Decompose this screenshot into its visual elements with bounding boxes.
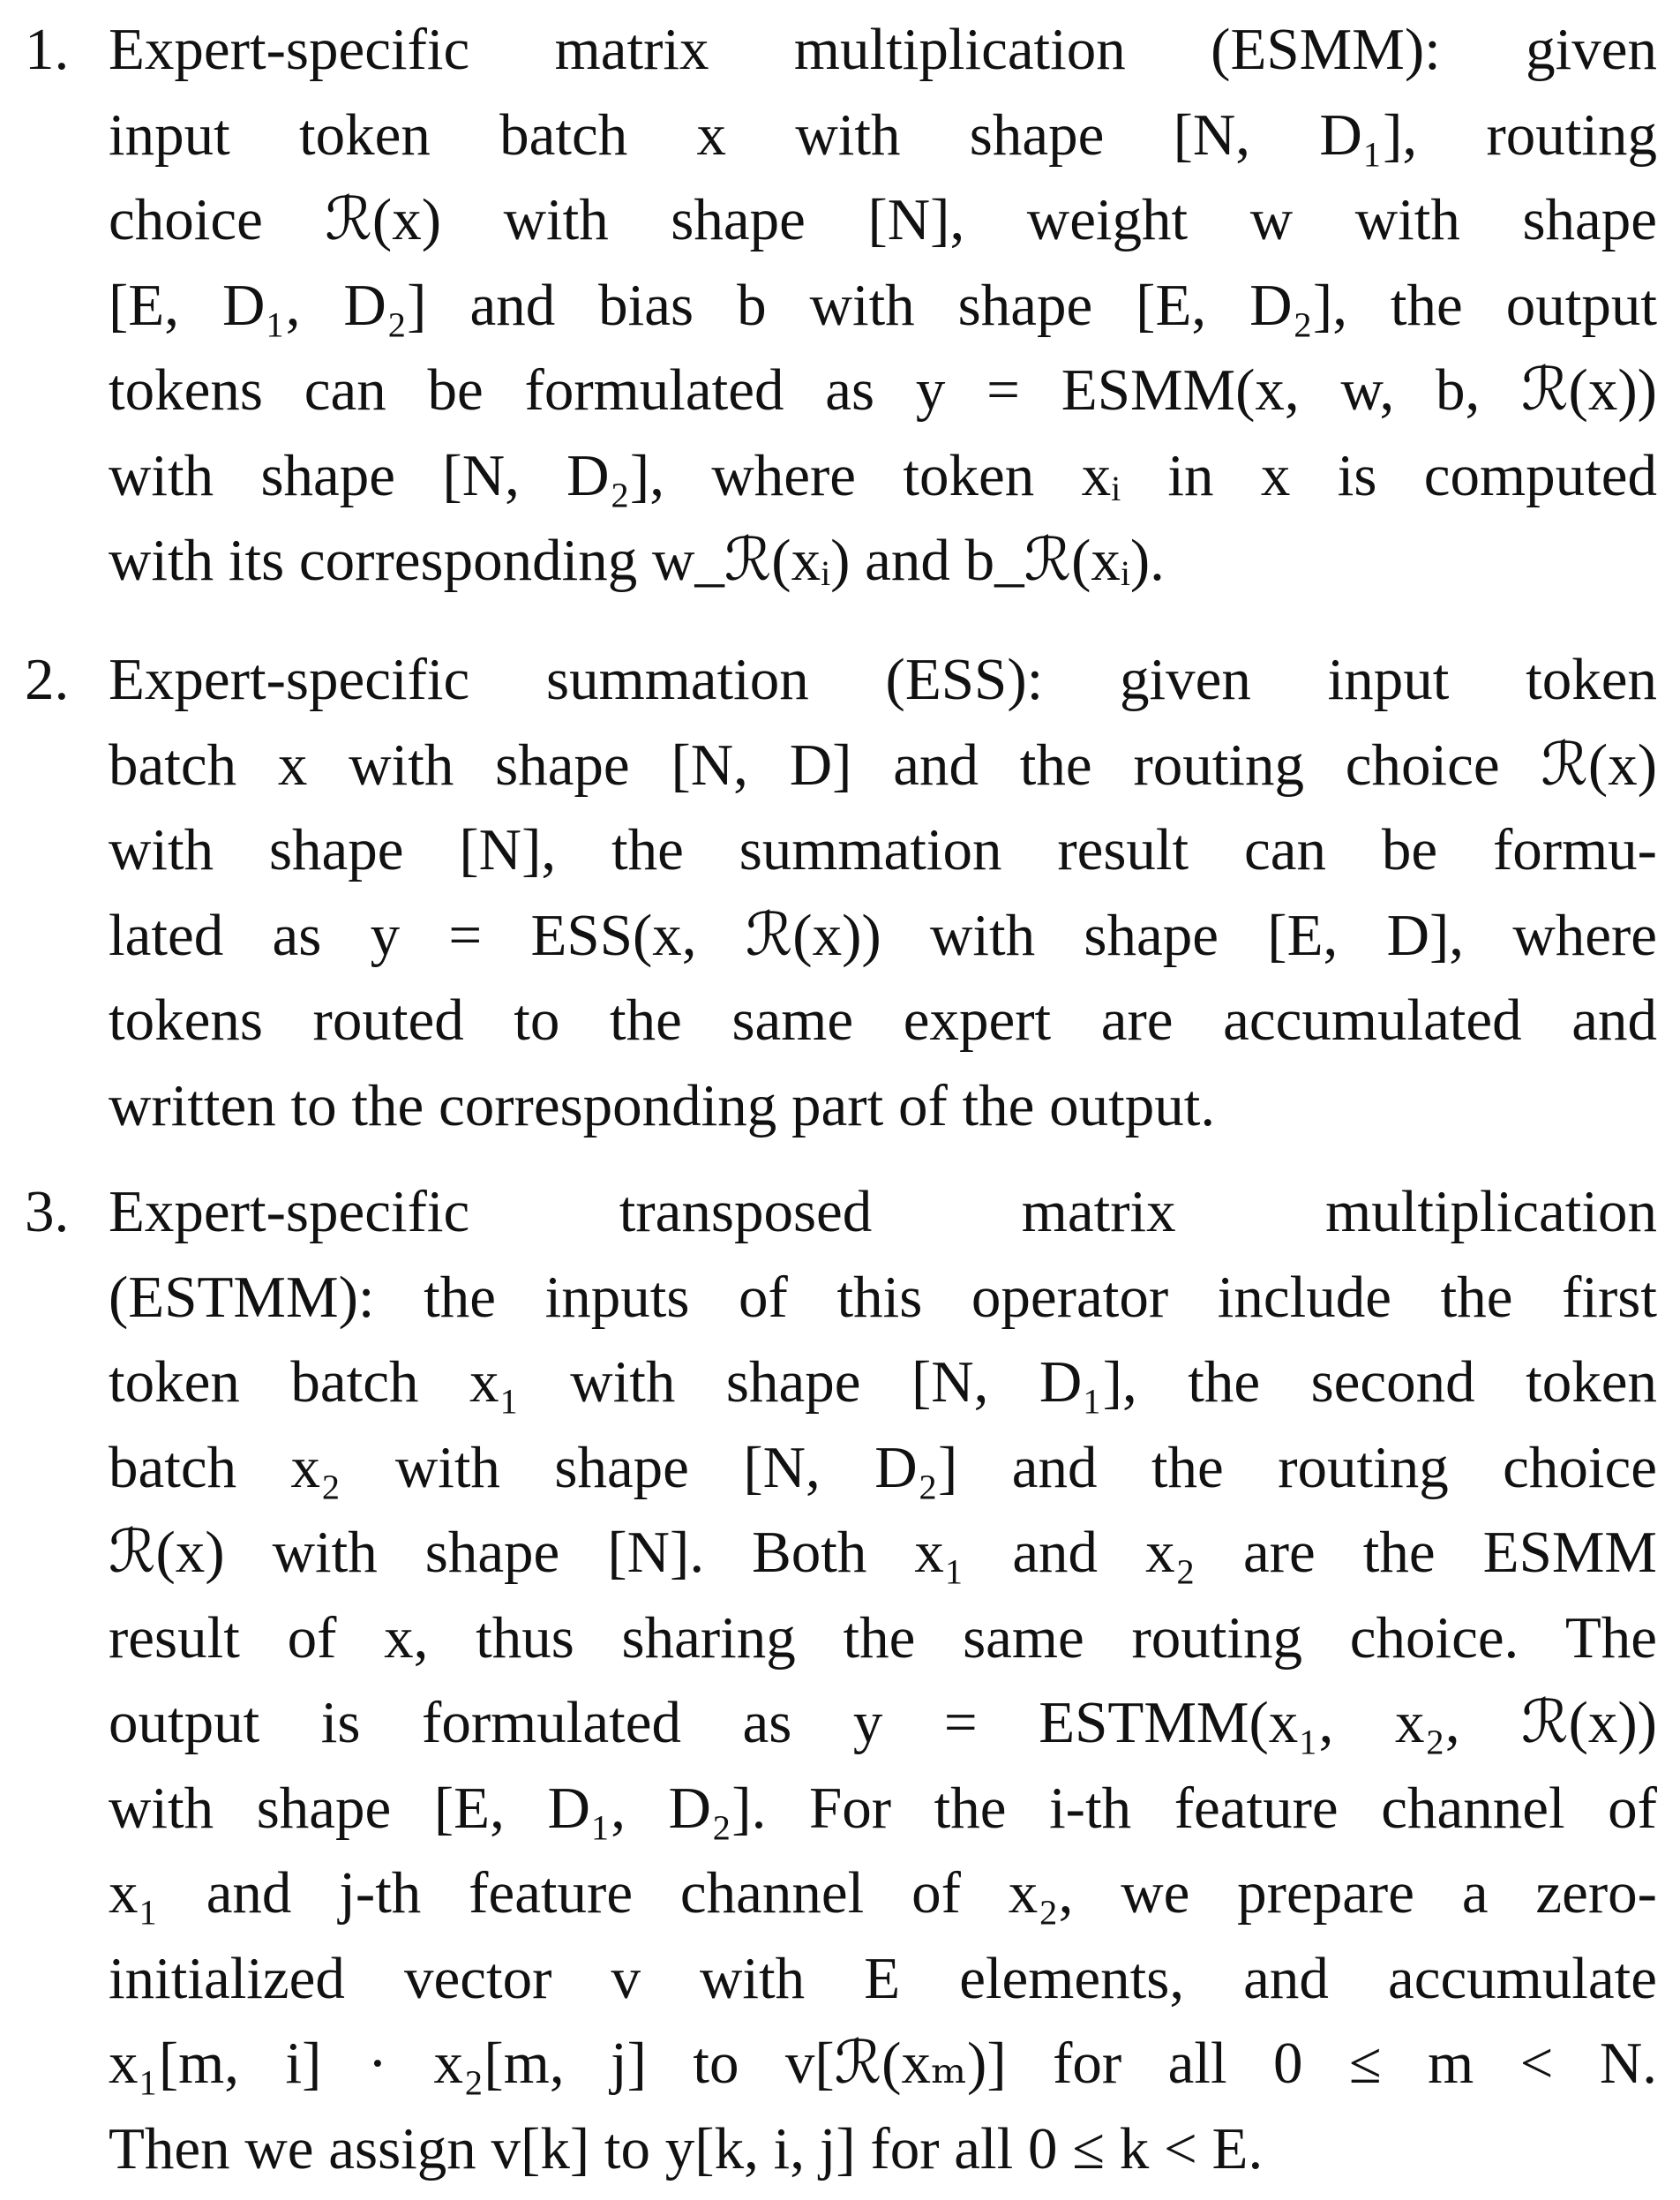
- text-line: input token batch x with shape [N, D₁], routing: [109, 101, 1657, 168]
- text-line: x₁ and j-th feature channel of x₂, we prepare a zero-: [109, 1860, 1657, 1926]
- text-line: with its corresponding w_ℛ(xᵢ) and b_ℛ(xᵢ).: [109, 528, 1165, 593]
- text-line: ℛ(x) with shape [N]. Both x₁ and x₂ are the ESMM: [109, 1520, 1657, 1585]
- text-line: with shape [N], the summation result can be formu-: [109, 817, 1657, 882]
- text-line: (ESTMM): the inputs of this operator include the first: [109, 1264, 1657, 1330]
- text-line: batch x₂ with shape [N, D₂] and the routing choice: [109, 1434, 1657, 1500]
- text-line: batch x with shape [N, D] and the routing choice ℛ(x): [109, 732, 1657, 798]
- text-line: x₁[m, i] · x₂[m, j] to v[ℛ(xₘ)] for all 0 ≤ m < N.: [109, 2031, 1657, 2096]
- text-line: result of x, thus sharing the same routing choice. The: [109, 1604, 1657, 1671]
- text-line: Expert-specific transposed matrix multiplication: [109, 1179, 1657, 1244]
- text-line: written to the corresponding part of the output.: [109, 1072, 1216, 1138]
- text-line: [E, D₁, D₂] and bias b with shape [E, D₂], the output: [109, 272, 1657, 338]
- text-line: output is formulated as y = ESTMM(x₁, x₂, ℛ(x)): [109, 1690, 1657, 1755]
- list-item-number: 2.: [25, 647, 70, 712]
- text-line: with shape [E, D₁, D₂]. For the i-th feature channel of: [109, 1775, 1657, 1841]
- text-line: Then we assign v[k] to y[k, i, j] for all 0 ≤ k < E.: [109, 2115, 1264, 2181]
- list-item-text: [109, 7, 1657, 604]
- list-item-text: [109, 1169, 1657, 2191]
- text-line: tokens can be formulated as y = ESMM(x, w, b, ℛ(x)): [109, 357, 1657, 423]
- list-item-number: 3.: [25, 1179, 70, 1244]
- text-line: choice ℛ(x) with shape [N], weight w with shape: [109, 187, 1657, 252]
- text-line: Expert-specific summation (ESS): given input token: [109, 647, 1657, 712]
- text-line: lated as y = ESS(x, ℛ(x)) with shape [E, D], where: [109, 902, 1657, 968]
- list-item-number: 1.: [25, 17, 70, 82]
- text-line: initialized vector v with E elements, and accumulate: [109, 1945, 1657, 2011]
- list-item-text: [109, 637, 1657, 1148]
- text-line: token batch x₁ with shape [N, D₁], the second token: [109, 1349, 1657, 1415]
- text-line: with shape [N, D₂], where token xᵢ in x is computed: [109, 442, 1657, 508]
- text-line: Expert-specific matrix multiplication (ESMM): given: [109, 17, 1657, 82]
- text-line: tokens routed to the same expert are accumulated and: [109, 987, 1657, 1053]
